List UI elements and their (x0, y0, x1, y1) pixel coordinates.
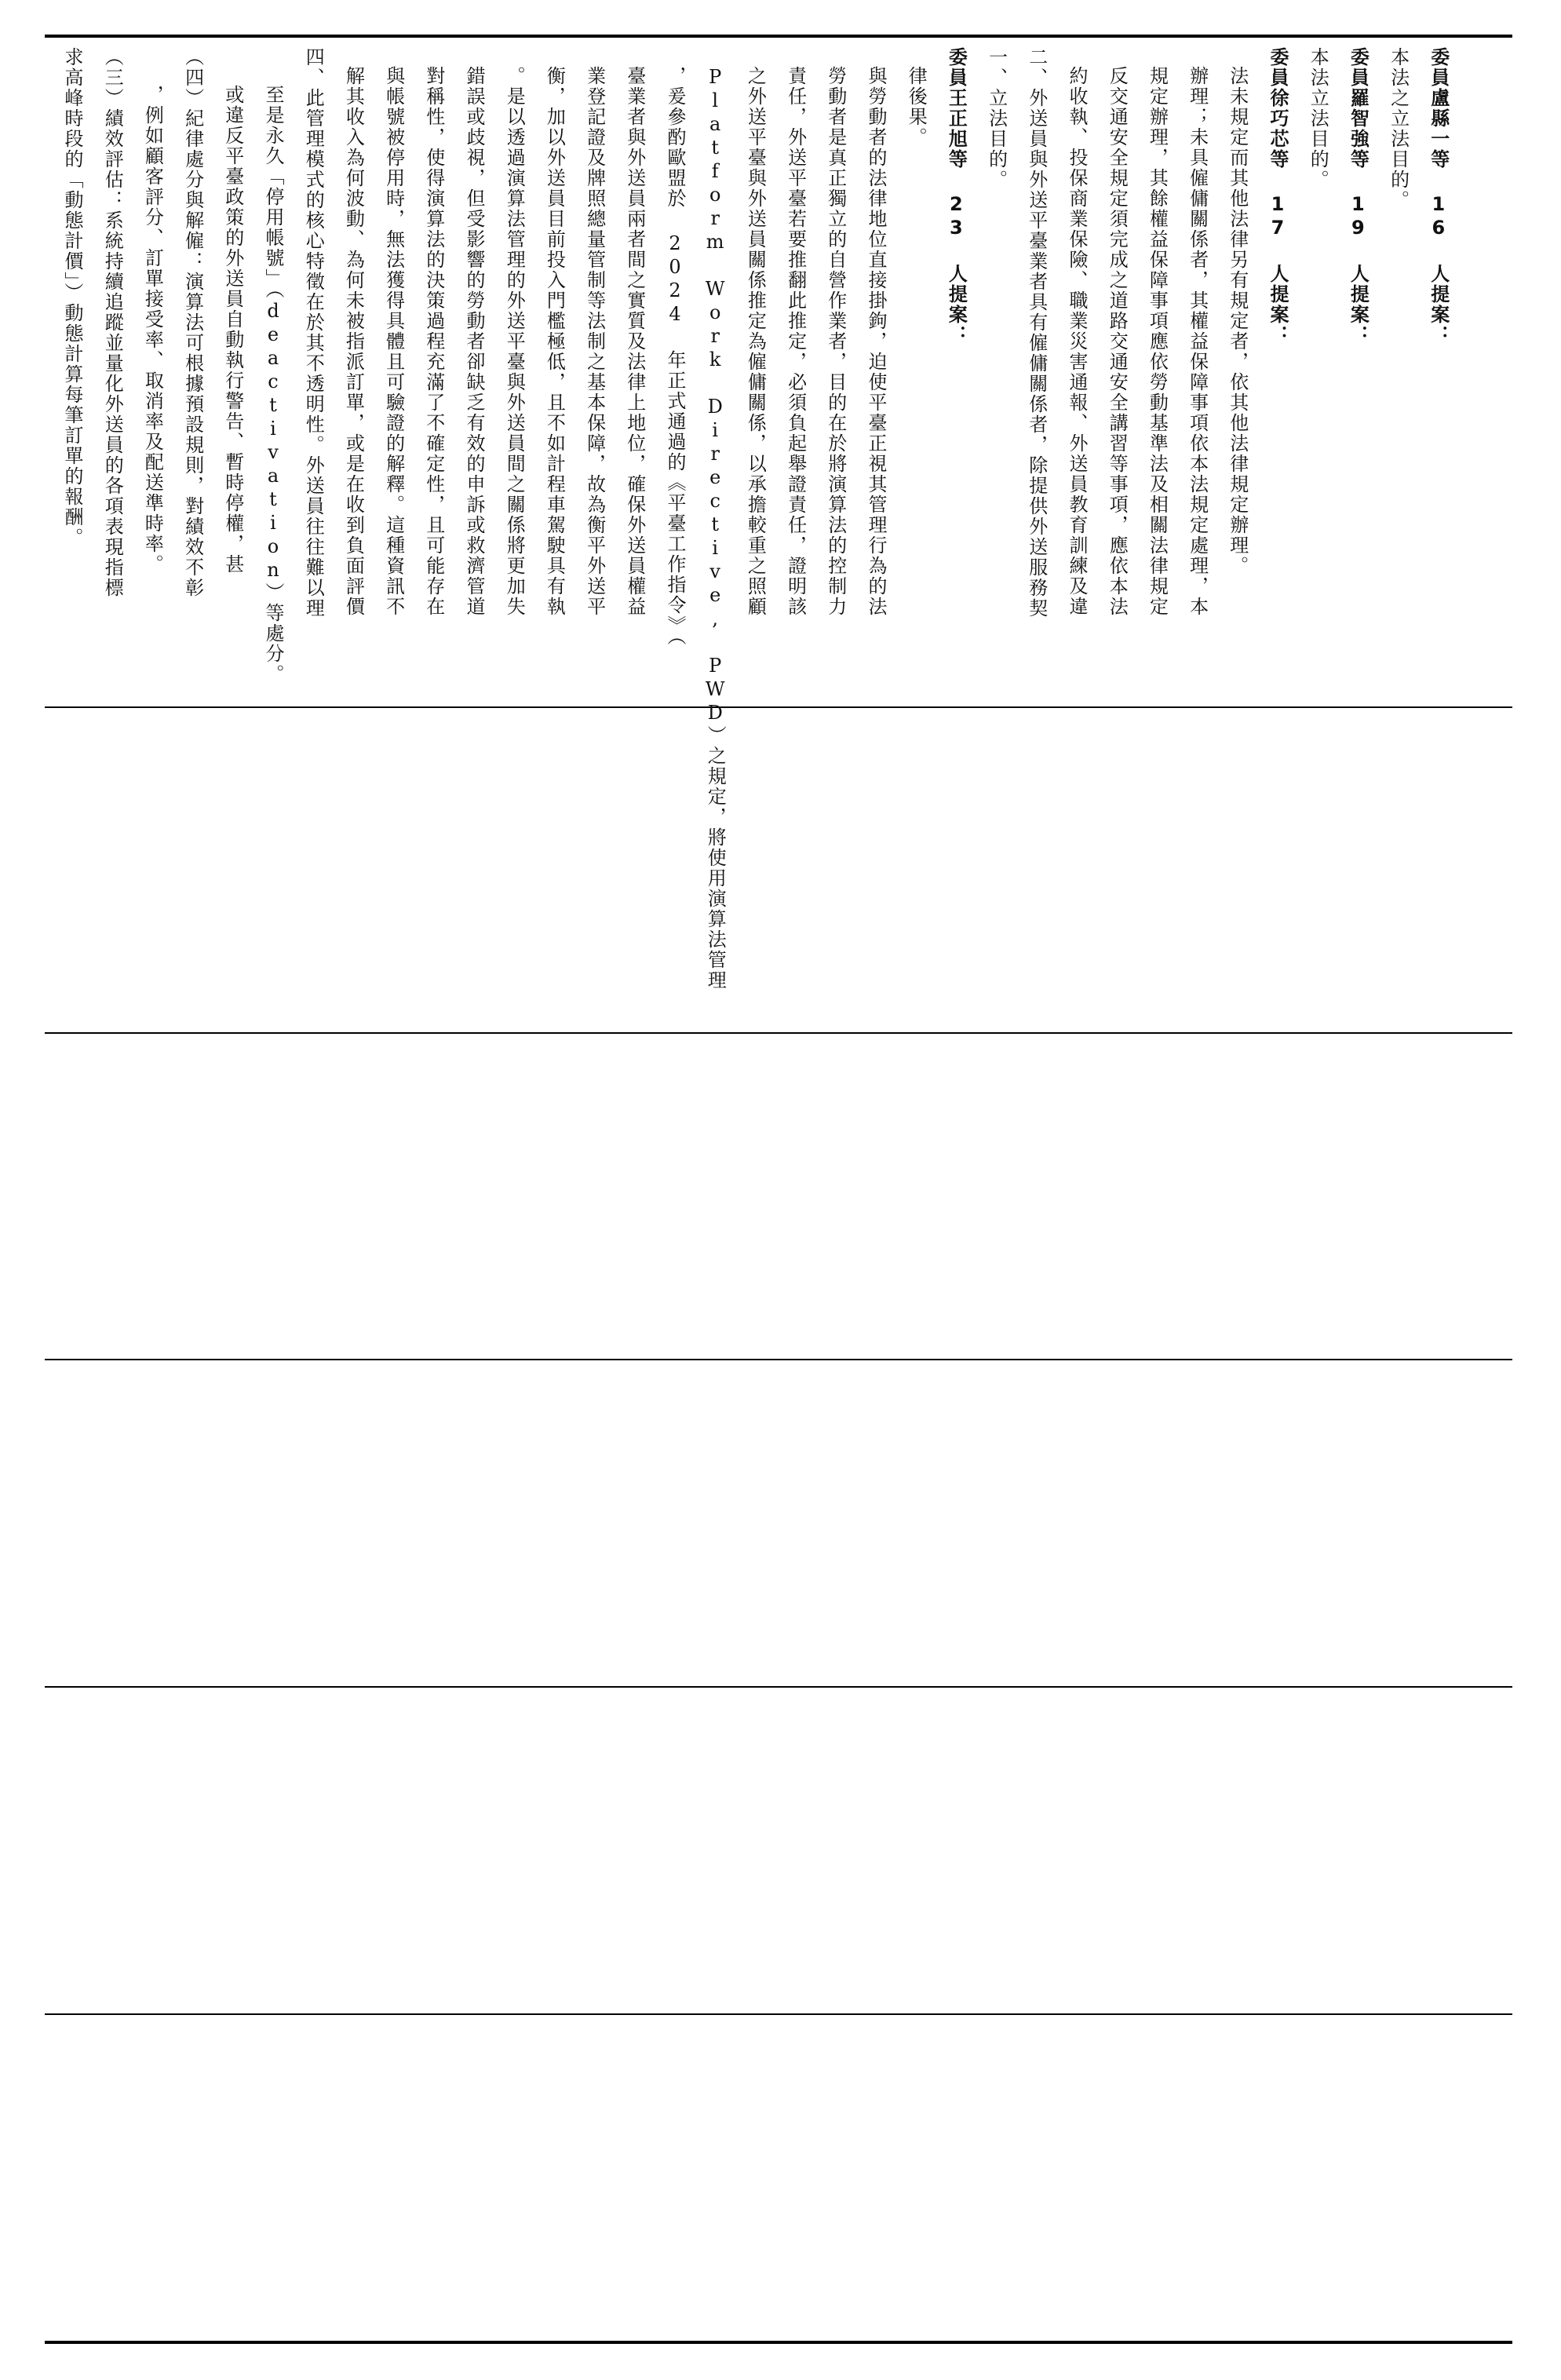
text-line: 規定辦理，其餘權益保障事項應依勞動基準法及相關法律規定 (1146, 66, 1169, 617)
table-bottom-border (45, 2341, 1512, 2344)
empty-row (45, 2015, 1512, 2340)
text-line: 求高峰時段的「動態計價」）動態計算每筆訂單的報酬。 (61, 47, 83, 548)
text-line: 二、外送員與外送平臺業者具有僱傭關係者，除提供外送服務契 (1025, 47, 1048, 619)
text-line: （四）紀律處分與解僱：演算法可根據預設規則，對績效不彰 (181, 47, 204, 598)
text-line: （三）績效評估：系統持續追蹤並量化外送員的各項表現指標 (101, 47, 124, 598)
explanation-row (45, 38, 1512, 991)
text-line: 勞動者是真正獨立的自營作業者，目的在於將演算法的控制力 (824, 66, 847, 617)
proposal-heading: 委員王正旭等 23 人提案： (945, 47, 968, 345)
text-line: 對稱性，使得演算法的決策過程充滿了不確定性，且可能存在 (422, 66, 445, 617)
text-line: Platform Work Directive, PWD）之規定，將使用演算法管理 (704, 66, 727, 991)
text-line: ，例如顧客評分、訂單接受率、取消率及配送準時率。 (141, 85, 164, 575)
text-line: 本法之立法目的。 (1387, 47, 1410, 210)
text-line: 衡，加以外送員目前投入門檻極低，且不如計程車駕駛具有執 (543, 66, 566, 617)
text-line: 臺業者與外送員兩者間之實質及法律上地位，確保外送員權益 (623, 66, 646, 617)
empty-row (45, 1688, 1512, 2013)
empty-row (45, 1034, 1512, 1357)
text-line: 業登記證及牌照總量管制等法制之基本保障，故為衡平外送平 (583, 66, 606, 617)
text-line: 約收執、投保商業保險、職業災害通報、外送員教育訓練及違 (1066, 66, 1088, 617)
text-line: 錯誤或歧視，但受影響的勞動者卻缺乏有效的申訴或救濟管道 (463, 66, 485, 617)
text-line: 與帳號被停用時，無法獲得具體且可驗證的解釋。這種資訊不 (382, 66, 405, 617)
text-line: 責任，外送平臺若要推翻此推定，必須負起舉證責任，證明該 (784, 66, 807, 617)
text-line: 與勞動者的法律地位直接掛鉤，迫使平臺正視其管理行為的法 (865, 66, 887, 617)
empty-row (45, 1360, 1512, 1685)
text-line: ，爰參酌歐盟於 2024 年正式通過的《平臺工作指令》（ (664, 66, 686, 647)
text-line: 至是永久「停用帳號」（deactivation）等處分。 (262, 85, 284, 684)
empty-row (45, 708, 1512, 1031)
text-line: 。是以透過演算法管理的外送平臺與外送員間之關係將更加失 (503, 66, 526, 617)
proposal-heading: 委員徐巧芯等 17 人提案： (1267, 47, 1289, 345)
proposal-heading: 委員盧縣一等 16 人提案： (1427, 47, 1450, 345)
text-line: 法未規定而其他法律另有規定者，依其他法律規定辦理。 (1226, 66, 1249, 576)
text-line: 一、立法目的。 (985, 47, 1008, 190)
text-line: 或違反平臺政策的外送員自動執行警告、暫時停權，甚 (221, 85, 244, 575)
text-line: 反交通安全規定須完成之道路交通安全講習等事項，應依本法 (1106, 66, 1129, 617)
text-line: 本法立法目的。 (1307, 47, 1329, 190)
proposal-heading: 委員羅智強等 19 人提案： (1347, 47, 1370, 345)
text-line: 解其收入為何波動、為何未被指派訂單，或是在收到負面評價 (342, 66, 365, 617)
text-line: 律後果。 (905, 66, 928, 148)
text-line: 辦理；未具僱傭關係者，其權益保障事項依本法規定處理，本 (1186, 66, 1209, 617)
text-line: 四、此管理模式的核心特徵在於其不透明性。外送員往往難以理 (302, 47, 325, 619)
text-line: 之外送平臺與外送員關係推定為僱傭關係，以承擔較重之照顧 (744, 66, 767, 617)
